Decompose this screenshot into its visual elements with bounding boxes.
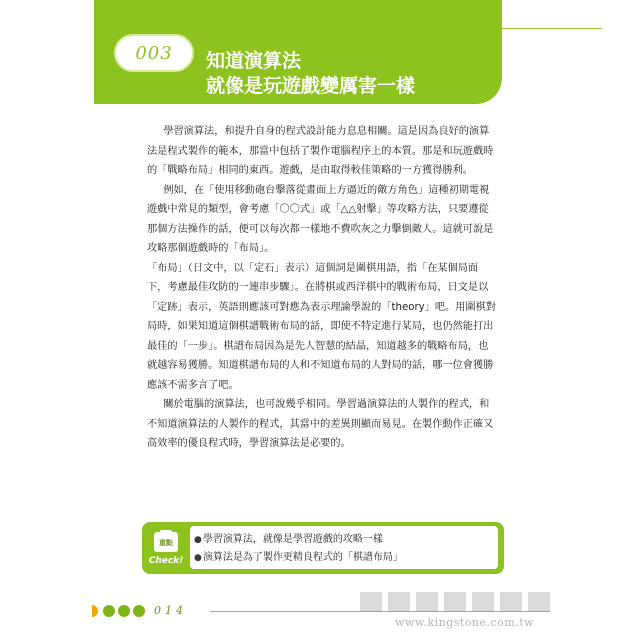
key-point-item — [194, 530, 383, 545]
footer-half-dot — [92, 605, 98, 617]
chapter-number: 003 — [135, 42, 173, 64]
watermark-logo-icon — [360, 588, 570, 614]
paragraph: 「布局」（日文中，以「定石」表示）這個詞是圍棋用語，指「在某個局面下，考慮最佳攻防的一連串步驟」。在將棋或西洋棋中的戰術布局，日文是以「定跡」表示，英語則應該可對應為表示理論學說的「theory」吧。用圍棋對局時，如果知道這個棋譜戰術布局的話，即使不特定進行某局，也仍然能打出最佳的「一步」。棋譜布局因為是先人智慧的結晶，知道越多的戰略布局，也就越容易獲勝。知道棋譜布局的人和不知道布局的人對局的話，哪一位會獲勝應該不需多言了吧。 — [147, 262, 496, 391]
key-point-text: 學習演算法，就像是學習遊戲的攻略一樣 — [202, 534, 383, 545]
chapter-badge — [114, 34, 194, 72]
bullet-icon: ● — [194, 535, 202, 545]
check-badge-icon — [146, 530, 186, 570]
footer-dot — [118, 605, 130, 617]
watermark-url: www.kingstone.com.tw — [395, 616, 535, 629]
footer-dot — [133, 605, 145, 617]
section-title-line-2: 就像是玩遊戲變厲害一樣 — [206, 75, 416, 97]
footer-dots — [92, 605, 148, 617]
paragraph: 學習演算法，和提升自身的程式設計能力息息相關。這是因為良好的演算法是程式製作的範本，那當中包括了製作電腦程序上的本質。那是和玩遊戲時的「戰略布局」相同的東西。遊戲，是由取得較佳策略的一方獲得勝利。 — [147, 126, 494, 176]
footer-dot — [103, 605, 115, 617]
page-number: 014 — [154, 604, 187, 617]
key-point-item — [194, 548, 403, 563]
key-points-box — [142, 522, 504, 574]
body-text — [147, 122, 497, 454]
section-title-line-1: 知道演算法 — [206, 50, 302, 72]
paragraph: 例如，在「使用移動砲台擊落從畫面上方逼近的敵方角色」這種初期電視遊戲中常見的類型，會考慮「〇〇式」或「△△射擊」等攻略方法，只要遵從那個方法操作的話，便可以每次都一樣地不費吹灰之力擊倒敵人。這就可說是攻略那個遊戲時的「布局」。 — [147, 184, 494, 254]
key-point-text: 演算法是為了製作更精良程式的「棋譜布局」 — [202, 552, 403, 563]
bullet-icon: ● — [194, 553, 202, 563]
check-badge-label-top: 重點 — [159, 539, 173, 547]
check-badge-label-bottom: Check! — [148, 556, 184, 566]
paragraph: 關於電腦的演算法，也可說幾乎相同。學習過演算法的人製作的程式，和不知道演算法的人製作的程式，其當中的差異則顯而易見。在製作動作正確又高效率的優良程式時，學習演算法是必要的。 — [147, 399, 494, 449]
